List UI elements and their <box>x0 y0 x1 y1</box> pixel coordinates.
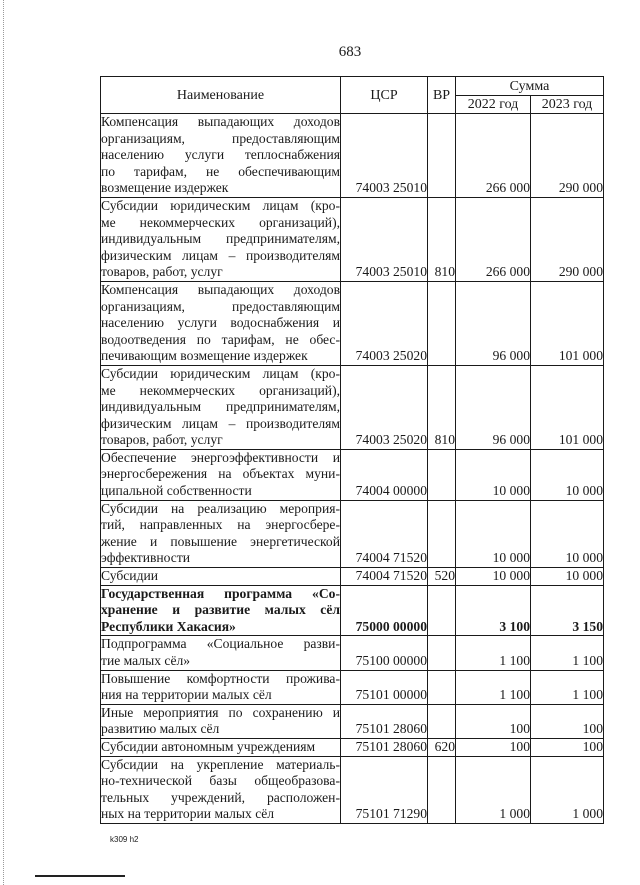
table-row <box>101 197 604 281</box>
row-name-line: товаров, работ, услуг <box>101 432 223 448</box>
row-name-line: Компенсация выпадающих доходов <box>101 281 340 297</box>
table-row <box>101 568 604 586</box>
row-name-line: развитию малых сёл <box>101 721 220 737</box>
row-vr <box>428 636 456 670</box>
row-csr: 75101 71290 <box>341 756 428 823</box>
table-row <box>101 449 604 500</box>
row-sum-2022: 1 100 <box>456 670 531 704</box>
row-name-line: населению услуги теплоснабжения <box>101 147 340 163</box>
row-sum-2022: 100 <box>456 704 531 738</box>
header-sum: Сумма <box>456 77 604 96</box>
row-sum-2022: 100 <box>456 738 531 756</box>
row-csr: 74003 25020 <box>341 365 428 449</box>
row-csr: 75000 00000 <box>341 585 428 636</box>
table-row <box>101 365 604 449</box>
table-row <box>101 636 604 670</box>
table-row <box>101 756 604 823</box>
row-name-line: организациям, предоставляющим <box>101 130 340 146</box>
row-sum-2023: 290 000 <box>531 197 604 281</box>
row-csr: 74003 25020 <box>341 281 428 365</box>
row-name-line: товаров, работ, услуг <box>101 264 223 280</box>
row-name-line: жение и повышение энергетической <box>101 533 340 549</box>
header-csr: ЦСР <box>341 77 428 114</box>
row-name-line: печивающим возмещение издержек <box>101 348 308 364</box>
row-sum-2023: 100 <box>531 738 604 756</box>
row-name-line: по тарифам, не обеспечивающим <box>101 163 340 179</box>
row-name <box>101 636 341 670</box>
row-name <box>101 738 341 756</box>
row-sum-2022: 10 000 <box>456 449 531 500</box>
row-name <box>101 568 341 586</box>
row-vr <box>428 585 456 636</box>
row-name-line: эффективности <box>101 550 191 566</box>
row-name-line: водоотведения по тарифам, не обес- <box>101 331 340 347</box>
table-row <box>101 281 604 365</box>
scan-edge-artifact <box>3 0 4 885</box>
row-csr: 74004 00000 <box>341 449 428 500</box>
row-vr <box>428 500 456 567</box>
row-csr: 75100 00000 <box>341 636 428 670</box>
row-sum-2023: 100 <box>531 704 604 738</box>
row-name <box>101 756 341 823</box>
row-sum-2023: 10 000 <box>531 568 604 586</box>
row-vr: 620 <box>428 738 456 756</box>
header-year-2023: 2023 год <box>531 96 604 114</box>
row-vr <box>428 281 456 365</box>
row-csr: 74003 25010 <box>341 114 428 198</box>
row-sum-2022: 1 000 <box>456 756 531 823</box>
row-name-line: энергосбережения на объектах муни- <box>101 466 340 482</box>
header-vr: ВР <box>428 77 456 114</box>
row-name <box>101 704 341 738</box>
row-csr: 74004 71520 <box>341 568 428 586</box>
row-sum-2023: 101 000 <box>531 365 604 449</box>
row-name <box>101 114 341 198</box>
row-name-line: ме некоммерческих организаций), <box>101 382 340 398</box>
table-row <box>101 585 604 636</box>
row-name-line: Субсидии на укрепление материаль- <box>101 756 340 772</box>
row-sum-2023: 10 000 <box>531 500 604 567</box>
row-name-line: Субсидии юридическим лицам (кро- <box>101 197 340 213</box>
row-name-line: Субсидии юридическим лицам (кро- <box>101 365 340 381</box>
row-name-line: ных на территории малых сёл <box>101 806 275 822</box>
footer-code: k309 h2 <box>110 835 139 844</box>
row-vr: 810 <box>428 197 456 281</box>
row-vr <box>428 449 456 500</box>
row-sum-2022: 1 100 <box>456 636 531 670</box>
row-name-line: Государственная программа «Со- <box>101 585 340 601</box>
table-row <box>101 114 604 198</box>
row-name-line: индивидуальным предпринимателям, <box>101 231 340 247</box>
row-name-line: Подпрограмма «Социальное разви- <box>101 636 340 652</box>
row-name <box>101 197 341 281</box>
header-row <box>101 77 604 96</box>
table-row <box>101 704 604 738</box>
row-name <box>101 365 341 449</box>
row-name-line: ципальной собственности <box>101 483 252 499</box>
row-name-line: населению услуги водоснабжения и <box>101 315 340 331</box>
table-header <box>101 77 604 114</box>
table-body <box>101 114 604 824</box>
row-name-line: Субсидии автономным учреждениям <box>101 738 316 754</box>
row-vr <box>428 670 456 704</box>
row-name-line: Субсидии на реализацию мероприя- <box>101 500 340 516</box>
table-row <box>101 738 604 756</box>
row-name-line: хранение и развитие малых сёл <box>101 602 340 618</box>
row-name-line: ния на территории малых сёл <box>101 687 272 703</box>
row-name-line: тельных учреждений, расположен- <box>101 789 340 805</box>
row-name-line: Иные мероприятия по сохранению и <box>101 704 340 720</box>
row-sum-2022: 10 000 <box>456 500 531 567</box>
row-vr <box>428 756 456 823</box>
row-sum-2022: 10 000 <box>456 568 531 586</box>
row-vr <box>428 114 456 198</box>
row-name-line: Повышение комфортности прожива- <box>101 670 340 686</box>
row-csr: 75101 28060 <box>341 738 428 756</box>
row-vr: 520 <box>428 568 456 586</box>
row-name-line: физическим лицам – производителям <box>101 415 340 431</box>
row-name-line: ме некоммерческих организаций), <box>101 214 340 230</box>
row-name <box>101 449 341 500</box>
row-vr <box>428 704 456 738</box>
table-row <box>101 500 604 567</box>
row-sum-2023: 10 000 <box>531 449 604 500</box>
row-name-line: возмещение издержек <box>101 180 229 196</box>
row-sum-2023: 101 000 <box>531 281 604 365</box>
row-sum-2022: 266 000 <box>456 197 531 281</box>
row-name-line: но-технической базы общеобразова- <box>101 773 340 789</box>
row-vr: 810 <box>428 365 456 449</box>
row-name-line: физическим лицам – производителям <box>101 247 340 263</box>
row-sum-2023: 290 000 <box>531 114 604 198</box>
row-csr: 75101 28060 <box>341 704 428 738</box>
row-sum-2023: 1 000 <box>531 756 604 823</box>
bottom-rule-artifact <box>35 875 125 877</box>
budget-table <box>100 76 604 824</box>
row-name-line: тий, направленных на энергосбере- <box>101 517 340 533</box>
row-csr: 74003 25010 <box>341 197 428 281</box>
row-name-line: Республики Хакасия» <box>101 618 236 634</box>
row-sum-2022: 96 000 <box>456 365 531 449</box>
row-name-line: Обеспечение энергоэффективности и <box>101 449 340 465</box>
row-name-line: организациям, предоставляющим <box>101 298 340 314</box>
header-name: Наименование <box>101 77 341 114</box>
header-year-2022: 2022 год <box>456 96 531 114</box>
row-sum-2022: 3 100 <box>456 585 531 636</box>
table-row <box>101 670 604 704</box>
row-sum-2023: 1 100 <box>531 670 604 704</box>
row-csr: 75101 00000 <box>341 670 428 704</box>
row-sum-2023: 3 150 <box>531 585 604 636</box>
row-sum-2022: 266 000 <box>456 114 531 198</box>
row-csr: 74004 71520 <box>341 500 428 567</box>
row-name <box>101 670 341 704</box>
row-name-line: индивидуальным предпринимателям, <box>101 399 340 415</box>
row-name-line: Компенсация выпадающих доходов <box>101 114 340 129</box>
row-name-line: Субсидии <box>101 568 159 584</box>
row-name <box>101 500 341 567</box>
row-name <box>101 585 341 636</box>
row-sum-2023: 1 100 <box>531 636 604 670</box>
row-name <box>101 281 341 365</box>
page-number: 683 <box>338 44 362 60</box>
row-sum-2022: 96 000 <box>456 281 531 365</box>
row-name-line: тие малых сёл» <box>101 653 191 668</box>
